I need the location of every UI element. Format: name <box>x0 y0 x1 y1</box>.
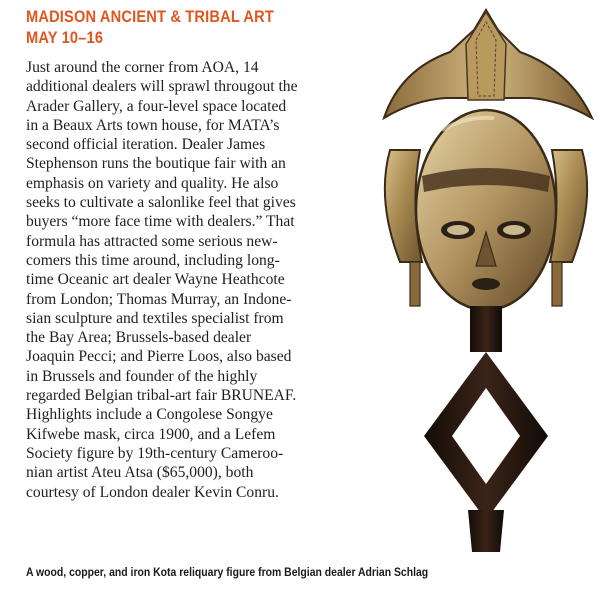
headline-dates: MAY 10–16 <box>26 28 104 47</box>
body-line: from London; Thomas Murray, an Indone- <box>26 290 292 308</box>
kota-reliquary-figure <box>370 0 600 560</box>
body-line: nian artist Ateu Atsa ($65,000), both <box>26 464 254 482</box>
body-line: Arader Gallery, a four-level space located <box>26 97 287 115</box>
body-line: Highlights include a Congolese Songye <box>26 406 273 424</box>
body-line: additional dealers will sprawl througout the <box>26 78 298 96</box>
reliquary-figure-photo <box>370 0 600 560</box>
body-line: time Oceanic art dealer Wayne Heathcote <box>26 271 285 289</box>
body-line: sian sculpture and textiles specialist from <box>26 309 284 327</box>
body-line: Society figure by 19th-century Cameroo- <box>26 444 284 462</box>
article-headline <box>26 6 310 48</box>
photo-caption: A wood, copper, and iron Kota reliquary figure from Belgian dealer Adrian Schlag <box>26 566 429 579</box>
body-line: the Bay Area; Brussels-based dealer <box>26 329 252 347</box>
body-line: in Brussels and founder of the highly <box>26 367 258 385</box>
body-line: Kifwebe mask, circa 1900, and a Lefem <box>26 425 276 443</box>
body-line: regarded Belgian tribal-art fair BRUNEAF. <box>26 387 297 405</box>
body-line: buyers “more face time with dealers.” That <box>26 213 295 231</box>
body-line: Joaquin Pecci; and Pierre Loos, also based <box>26 348 292 366</box>
body-line: second official iteration. Dealer James <box>26 136 266 154</box>
body-line: seeks to cultivate a salonlike feel that gives <box>26 194 296 212</box>
body-line: Stephenson runs the boutique fair with an <box>26 155 286 173</box>
body-line: courtesy of London dealer Kevin Conru. <box>26 483 279 501</box>
body-line: formula has attracted some serious new- <box>26 232 278 250</box>
body-line: Just around the corner from AOA, 14 <box>26 59 259 76</box>
article-body <box>26 58 356 502</box>
headline-title: MADISON ANCIENT & TRIBAL ART <box>26 7 274 26</box>
body-line: emphasis on variety and quality. He also <box>26 174 279 192</box>
body-line: in a Beaux Arts town house, for MATA’s <box>26 116 280 134</box>
body-line: comers this time around, including long- <box>26 251 280 269</box>
